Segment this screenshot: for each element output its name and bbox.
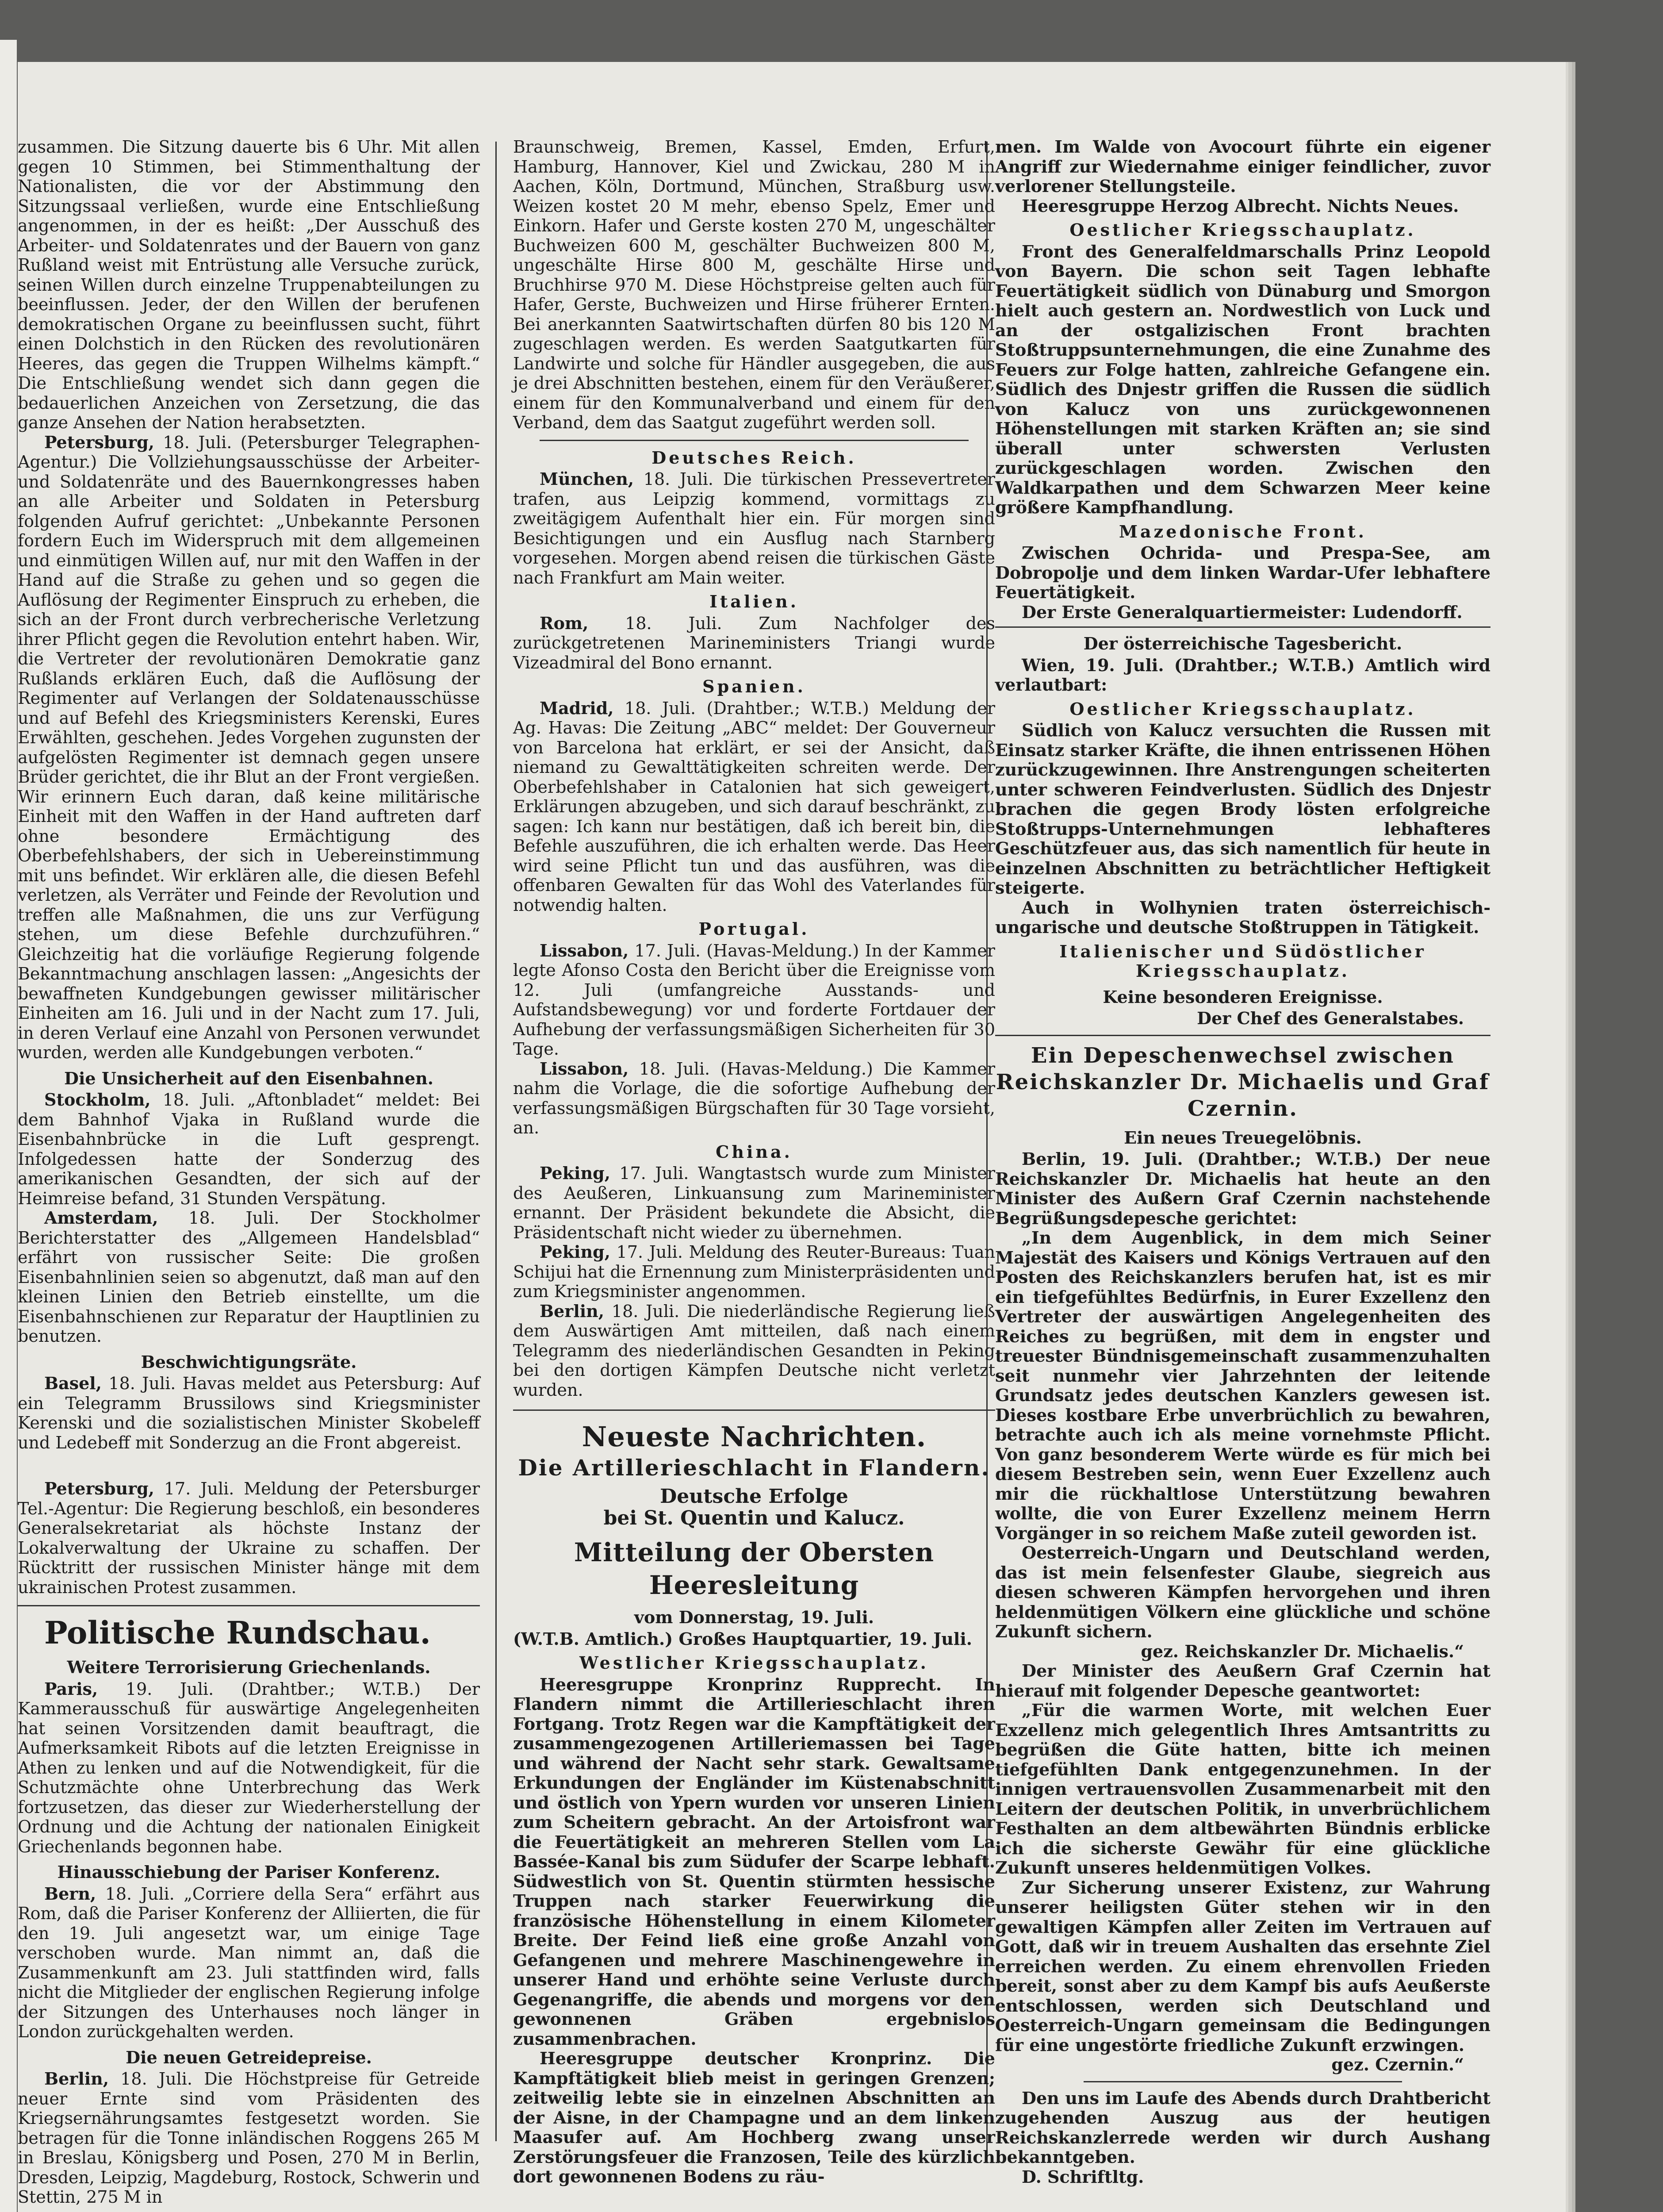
paragraph: Oesterreich-Ungarn und Deutschland werden, das ist mein felsenfester Glaube, siegreich aus diesen schweren Kämpfen hervorgehen und ihren heldenmütigen Völkern eine glückliche und schöne Zukunft sichern. bbox=[995, 1543, 1491, 1641]
divider bbox=[995, 626, 1491, 628]
headline-artillerie: Die Artillerieschlacht in Flandern. bbox=[518, 1455, 990, 1481]
column-rule bbox=[495, 142, 497, 2141]
paragraph bbox=[18, 433, 480, 1063]
dateline: Heeresgruppe deutscher Kronprinz. bbox=[540, 2048, 932, 2068]
notice: Keine besonderen Ereignisse. bbox=[1103, 987, 1383, 1007]
section-heading: Portugal. bbox=[698, 919, 810, 939]
section-heading: Oestlicher Kriegsschauplatz. bbox=[1069, 699, 1416, 719]
dateline: Wien, bbox=[1022, 655, 1076, 675]
section-heading: Spanien. bbox=[702, 676, 806, 696]
paragraph: zusammen. Die Sitzung dauerte bis 6 Uhr. Mit allen gegen 10 Stimmen, bei Stimmenthaltung der Nationalisten, die vor der Abstimmung den Sitzungssaal verließen, wurde eine Entschließung angenommen, in der es heißt: „Der Ausschuß des Arbeiter- und Soldatenrates und der Bauern von ganz Rußland weist mit Entrüstung alle Versuche zurück, seinen Willen durch einzelne Truppenabteilungen zu beeinflussen. Jeder, der den Willen der berufenen demokratischen Organe zu beeinflussen sucht, führt einen Dolchstich in den Rücken des revolutionären Heeres, das gegen die Truppen Wilhelms kämpft.“ Die Entschließung wendet sich dann gegen die bedauerlichen Anzeichen von Zersetzung, die das ganze Ansehen der Nation herabsetzten. bbox=[18, 137, 480, 432]
paragraph-body: 18. Juli. Havas meldet aus Petersburg: Auf ein Telegramm Brussilows sind Kriegsminister Kerenski und die sozialistischen Minister Skobeleff und Ledebeff mit Sonderzug an die Front abgereist. bbox=[18, 1374, 480, 1452]
dateline: Berlin, bbox=[540, 1301, 605, 1321]
divider bbox=[540, 440, 969, 441]
paragraph bbox=[18, 1679, 480, 1857]
newspaper-page bbox=[18, 62, 1566, 2212]
paragraph-body: 18. Juli. (Petersburger Telegraphen-Agentur.) Die Vollziehungsausschüsse der Arbeiter- und Soldatenräte und des Bauernkongresses haben an alle Arbeiter und Soldaten in Petersburg folgenden Aufruf gerichtet: „Unbekannte Personen fordern Euch im Widerspruch mit dem allgemeinen und einmütigen Willen auf, nur mit den Waffen in der Hand auf die Straße zu gehen und so gegen die Auflösung der Regimenter Einspruch zu erheben, die sich an der Front durch verbrecherische Verletzung ihrer Pflicht gegen die Revolution entehrt haben. Wir, die Vertreter der revolutionären Demokratie ganz Rußlands erklären Euch, daß die Auflösung der Regimenter auf Verlangen der Soldatenausschüsse und auf Befehl des Kriegsministers Kerenski, Eures Erwählten, geschehen. Jedes Vorgehen zugunsten der aufgelösten Regimenter ist demnach gegen unsere Brüder gerichtet, die ihr Blut an der Front vergießen. Wir erinnern Euch daran, daß keine militärische Einheit mit den Waffen in der Hand auftreten darf ohne besondere Ermächtigung des Oberbefehlshabers, der sich in Uebereinstimmung mit uns befindet. Wir erklären alle, die diesen Befehl verletzen, als Verräter und Feinde der Revolution und treffen alle Maßnahmen, die uns zur Verfügung stehen, um diese Befehle durchzuführen.“ Gleichzeitig hat die vorläufige Regierung folgende Bekanntmachung anschlagen lassen: „Angesichts der bewaffneten Kundgebungen gewisser militärischer Einheiten am 16. Juli und in der Nacht zum 17. Juli, in deren Verlauf eine Anzahl von Personen verwundet wurden, werden alle Kundgebungen verboten.“ bbox=[18, 432, 480, 1062]
dateline: Heeresgruppe Kronprinz Rupprecht. bbox=[540, 1674, 942, 1694]
headline-mitteilung: Mitteilung der Obersten Heeresleitung bbox=[574, 1537, 935, 1600]
signature: gez. Czernin.“ bbox=[1331, 2055, 1464, 2074]
paragraph bbox=[513, 469, 995, 588]
divider bbox=[18, 1605, 480, 1606]
paragraph bbox=[513, 2049, 995, 2187]
paragraph-body: 19. Juli. (Drahtber.; W.T.B.) Der Kammerausschuß für auswärtige Angelegenheiten hat seinen Vorsitzenden damit beauftragt, die Aufmerksamkeit Ribots auf die letzten Ereignisse in Athen zu lenken und auf die Notwendigkeit, für die Schutzmächte ohne Unterbrechung das Werk fortzusetzen, das dieser zur Wiederherstellung der Ordnung und die Achtung der nationalen Einigkeit Griechenlands begonnen habe. bbox=[18, 1679, 480, 1856]
paragraph: Südlich von Kalucz versuchten die Russen mit Einsatz starker Kräfte, die ihnen entrissenen Höhen zurückzugewinnen. Ihre Anstrengungen scheiterten unter schweren Feindverlusten. Südlich des Dnjestr brachen die gegen Brody lösten erfolgreiche Stoßtrupps-Unternehmungen lebhafteres Geschützfeuer aus, das sich namentlich für heute in einzelnen Abschnitten zu beträchtlicher Heftigkeit steigerte. bbox=[995, 720, 1491, 898]
paragraph-body: 18. Juli. Der Stockholmer Berichterstatter des „Allgemeen Handelsblad“ erfährt von russischer Seite: Die großen Eisenbahnlinien seien so abgenutzt, daß man auf den kleinen Linien den Betrieb einstellte, um die Eisenbahnschienen zur Reparatur der Hauptlinien zu benutzen. bbox=[18, 1208, 480, 1346]
paragraph bbox=[18, 1374, 480, 1452]
paragraph: Heeresgruppe Herzog Albrecht. Nichts Neues. bbox=[1022, 196, 1459, 216]
paragraph bbox=[513, 614, 995, 673]
section-heading: Italien. bbox=[709, 591, 799, 611]
paragraph: Zwischen Ochrida- und Prespa-See, am Dobropolje und dem linken Wardar-Ufer lebhaftere Feuertätigkeit. bbox=[995, 543, 1491, 602]
subheadline: bei St. Quentin und Kalucz. bbox=[603, 1506, 905, 1529]
paragraph-body: In Flandern nimmt die Artillerieschlacht ihren Fortgang. Trotz Regen war die Kampftätigkeit der zusammengezogenen Artilleriemassen bei Tage und während der Nacht sehr stark. Gewaltsame Erkundungen der Engländer im Küstenabschnitt und östlich von Ypern wurden vor unseren Linien zum Scheitern gebracht. An der Artoisfront war die Feuertätigkeit an mehreren Stellen vom La Bassée-Kanal bis zum Südufer der Scarpe lebhaft. Südwestlich von St. Quentin stürmten hessische Truppen nach starker Feuerwirkung die französische Höhenstellung in einem Kilometer Breite. Der Feind ließ eine große Anzahl von Gefangenen und mehrere Maschinengewehre in unserer Hand und erhöhte seine Verluste durch Gegenangriffe, die abends und morgens vor den gewonnenen Gräben ergebnislos zusammenbrachen. bbox=[513, 1674, 995, 2049]
paragraph-body: 18. Juli. Zum Nachfolger des zurückgetretenen Marineministers Triangi wurde Vizeadmiral del Bono ernannt. bbox=[513, 613, 995, 672]
subheadline: vom Donnerstag, 19. Juli. bbox=[634, 1607, 874, 1627]
paragraph-body: 18. Juli. „Corriere della Sera“ erfährt aus Rom, daß die Pariser Konferenz der Alliierten, die für den 19. Juli angesetzt war, um einige Tage verschoben wurde. Man nimmt an, daß die Zusammenkunft am 23. Juli stattfinden wird, falls nicht die Mitglieder der englischen Regierung infolge der Sitzungen des Unterhauses noch länger in London zurückgehalten werden. bbox=[18, 1884, 480, 2041]
section-heading: Italienischer und Südöstlicher Kriegsschauplatz. bbox=[1059, 941, 1426, 981]
paragraph-body: 17. Juli. Meldung des Reuter-Bureaus: Tuan Schijui hat die Ernennung zum Ministerpräsidenten und zum Kriegsminister angenommen. bbox=[513, 1242, 995, 1301]
previous-page-edge bbox=[0, 40, 17, 2212]
section-heading: Die Unsicherheit auf den Eisenbahnen. bbox=[64, 1068, 433, 1088]
dateline: Petersburg, bbox=[44, 432, 154, 452]
dateline: Lissabon, bbox=[540, 1058, 629, 1079]
section-heading: Beschwichtigungsräte. bbox=[141, 1352, 357, 1372]
paragraph: „In dem Augenblick, in dem mich Seiner Majestät des Kaisers und Königs Vertrauen auf den Posten des Reichskanzlers berufen hat, ist es mir ein tiefgefühltes Bedürfnis, in Eurer Exzellenz den Vertreter der auswärtigen Angelegenheiten des Reiches zu begrüßen, mit dem in engster und treuester Bündnisgemeinschaft zusammenzuhalten seit nunmehr vier Jahrzehnten der leitende Grundsatz jedes deutschen Kanzlers gewesen ist. Dieses kostbare Erbe unverbrüchlich zu bewahren, betrachte auch ich als meine vornehmste Pflicht. Von ganz besonderem Werte würde es für mich bei diesem Bestreben sein, wenn Euer Exzellenz auch mir die rückhaltlose Unterstützung bewahren wollte, die von Eurer Exzellenz meinem Herrn Vorgänger in so reichem Maße zuteil geworden ist. bbox=[995, 1228, 1491, 1543]
paragraph bbox=[513, 699, 995, 915]
paragraph: Front des Generalfeldmarschalls Prinz Leopold von Bayern. Die schon seit Tagen lebhafte Feuertätigkeit südlich von Dünaburg und Smorgon hielt auch gestern an. Nordwestlich von Luck und an der ostgalizischen Front brachten Stoßtruppsunternehmungen, die eine Zunahme des Feuers zur Folge hatten, zahlreiche Gefangene ein. Südlich des Dnjestr griffen die Russen die südlich von Kalucz von uns zurückgewonnenen Höhenstellungen mit starken Kräften an; sie sind überall unter schwersten Verlusten zurückgeschlagen worden. Zwischen den Waldkarpathen und dem Schwarzen Meer keine größere Kampfhandlung. bbox=[995, 241, 1491, 517]
paragraph bbox=[18, 2069, 480, 2207]
dateline: Madrid, bbox=[540, 698, 614, 718]
headline-neueste: Neueste Nachrichten. bbox=[582, 1421, 927, 1453]
dateline: Petersburg, bbox=[44, 1479, 154, 1498]
column-2 bbox=[513, 137, 995, 2212]
signature: D. Schriftltg. bbox=[1022, 2166, 1144, 2187]
paragraph bbox=[18, 1479, 480, 1597]
paragraph: Den uns im Laufe des Abends durch Drahtbericht zugehenden Auszug aus der heutigen Reichskanzlerrede werden wir durch Aushang bekanntgeben. bbox=[995, 2088, 1491, 2167]
section-heading: Mazedonische Front. bbox=[1119, 521, 1367, 541]
paragraph-body: 18. Juli. Die niederländische Regierung ließ dem Auswärtigen Amt mitteilen, daß nach einem Telegramm des niederländischen Gesandten in Peking bei den dortigen Kämpfen Deutsche nicht verletzt wurden. bbox=[513, 1301, 995, 1400]
divider bbox=[995, 1035, 1491, 1036]
paragraph-body: 18. Juli. „Aftonbladet“ meldet: Bei dem Bahnhof Vjaka in Rußland wurde die Eisenbahnbrücke in die Luft gesprengt. Infolgedessen hatte der Sonderzug des amerikanischen Gesandten, der sich auf der Heimreise befand, 31 Stunden Verspätung. bbox=[18, 1090, 480, 1208]
paragraph: Braunschweig, Bremen, Kassel, Emden, Erfurt, Hamburg, Hannover, Kiel und Zwickau, 280 M in Aachen, Köln, Dortmund, München, Straßburg usw. Weizen kostet 20 M mehr, ebenso Spelz, Emer und Einkorn. Hafer und Gerste kosten 270 M, ungeschälter Buchweizen 600 M, geschälter Buchweizen 800 M, ungeschälte Hirse 800 M, geschälte Hirse und Bruchhirse 970 M. Diese Höchstpreise gelten auch für Hafer, Gerste, Buchweizen und Hirse früherer Ernten. Bei anerkannten Saatwirtschaften dürfen 80 bis 120 M zugeschlagen werden. Es werden Saatgutkarten für Landwirte und solche für Händler ausgegeben, die aus je drei Abschnitten bestehen, einem für den Veräußerer, einem für den Kommunalverband und einem für den Verband, dem das Saatgut zugeführt werden soll. bbox=[513, 137, 995, 432]
section-heading: Weitere Terrorisierung Griechenlands. bbox=[67, 1657, 431, 1677]
paragraph bbox=[995, 1149, 1491, 1228]
subheadline: Deutsche Erfolge bbox=[660, 1485, 848, 1508]
paragraph bbox=[513, 1675, 995, 2049]
dateline: Paris, bbox=[44, 1678, 98, 1699]
paragraph bbox=[513, 941, 995, 1059]
dateline: Bern, bbox=[44, 1883, 96, 1904]
paragraph-body: 17. Juli. Meldung der Petersburger Tel.-Agentur: Die Regierung beschloß, ein besonderes Generalsekretariat als höchste Instanz der Lokalverwaltung der Ukraine zu schaffen. Der Rücktritt der russischen Minister hänge mit dem ukrainischen Protest zusammen. bbox=[18, 1479, 480, 1597]
dateline: Amsterdam, bbox=[44, 1208, 158, 1228]
paragraph bbox=[18, 1208, 480, 1346]
paragraph: men. Im Walde von Avocourt führte ein eigener Angriff zur Wiedernahme einiger feindlicher, zuvor verlorener Stellungsteile. bbox=[995, 137, 1491, 196]
signature: Der Chef des Generalstabes. bbox=[1197, 1008, 1464, 1028]
column-3 bbox=[995, 137, 1491, 2212]
section-heading: Oestlicher Kriegsschauplatz. bbox=[1069, 220, 1416, 240]
section-heading: China. bbox=[716, 1141, 793, 1162]
paragraph: „Für die warmen Worte, mit welchen Euer Exzellenz mich gelegentlich Ihres Amtsantritts zu begrüßen die Güte hatten, bitte ich meinen tiefgefühlten Dank entgegenzunehmen. In der innigen vertrauensvollen Zusammenarbeit mit den Leitern der deutschen Politik, in unverbrüchlichem Festhalten an dem altbewährten Bündnis erblicke ich die sicherste Gewähr für eine glückliche Zukunft unseres heldenmütigen Volkes. bbox=[995, 1700, 1491, 1878]
dateline: Rom, bbox=[540, 613, 589, 633]
dateline: Berlin, bbox=[1022, 1149, 1087, 1169]
signature: Der Erste Generalquartiermeister: Ludendorff. bbox=[1022, 602, 1463, 622]
paragraph-body: Die Kampftätigkeit blieb meist in geringen Grenzen; zeitweilig lebte sie in einzelnen Abschnitten an der Aisne, in der Champagne und an dem linken Maasufer auf. Am Hochberg zwang unser Zerstörungsfeuer die Franzosen, Teile des kürzlich dort gewonnenen Bodens zu räu- bbox=[513, 2048, 995, 2186]
paragraph bbox=[18, 1090, 480, 1208]
dateline: Stockholm, bbox=[44, 1090, 151, 1110]
paragraph-body: 18. Juli. (Drahtber.; W.T.B.) Meldung der Ag. Havas: Die Zeitung „ABC“ meldet: Der Gouverneur von Barcelona hat erklärt, er sei der Ansicht, daß niemand zu Gewalttätigkeiten schreiten werde. Der Oberbefehlshaber in Catalonien hat sich geweigert, Erklärungen abzugeben, und sich darauf beschränkt, zu sagen: Ich kann nur bestätigen, daß ich bereit bin, die Befehle auszuführen, die ich erhalten werde. Das Heer wird seine Pflicht tun und das ausführen, was die offenbaren Gewalten für das Wohl des Vaterlandes für notwendig halten. bbox=[513, 698, 995, 915]
divider bbox=[1084, 2081, 1402, 2082]
paragraph-body: 19. Juli. (Drahtber.; W.T.B.) Der neue Reichskanzler Dr. Michaelis hat heute an den Minister des Außern Graf Czernin nachstehende Begrüßungsdepesche gerichtet: bbox=[995, 1149, 1491, 1228]
dateline: Berlin, bbox=[44, 2069, 109, 2089]
dateline: München, bbox=[540, 469, 634, 489]
paragraph: Zur Sicherung unserer Existenz, zur Wahrung unserer heiligsten Güter stehen wir in den gewaltigen Kämpfen aller Zeiten im Vertrauen auf Gott, daß wir in treuem Aushalten das ersehnte Ziel erreichen werden. Zu einem ehrenvollen Frieden bereit, sonst aber zu dem Kampf bis aufs Aeußerste entschlossen, werden sich Deutschland und Oesterreich-Ungarn gemeinsam die Bedingungen für eine ungestörte friedliche Zukunft erzwingen. bbox=[995, 1877, 1491, 2055]
section-heading: Die neuen Getreidepreise. bbox=[126, 2047, 372, 2067]
paragraph: Auch in Wolhynien traten österreichisch-ungarische und deutsche Stoßtruppen in Tätigkeit. bbox=[995, 897, 1491, 937]
paragraph-body: 17. Juli. (Havas-Meldung.) In der Kammer legte Afonso Costa den Bericht über die Ereignisse vom 12. Juli (umfangreiche Ausstands- und Aufstandsbewegung) vor und forderte Fortdauer der Aufhebung der verfassungsmäßigen Sicherheiten für 30 Tage. bbox=[513, 941, 995, 1059]
paragraph bbox=[513, 1302, 995, 1400]
rubric-title: Politische Rundschau. bbox=[44, 1614, 431, 1651]
subheadline: Ein neues Treuegelöbnis. bbox=[1124, 1127, 1362, 1148]
section-heading: Deutsches Reich. bbox=[651, 447, 857, 468]
column-1 bbox=[18, 137, 480, 2207]
dateline: Peking, bbox=[540, 1163, 610, 1183]
paragraph: Der Minister des Aeußern Graf Czernin hat hierauf mit folgender Depesche geantwortet: bbox=[995, 1661, 1491, 1701]
signature: gez. Reichskanzler Dr. Michaelis.“ bbox=[1141, 1641, 1464, 1661]
section-heading: Der österreichische Tagesbericht. bbox=[1083, 634, 1402, 653]
paragraph-body: 18. Juli. (Havas-Meldung.) Die Kammer nahm die Vorlage, die die sofortige Aufhebung der verfassungsmäßigen Bürgschaften für 30 Tage vorsieht, an. bbox=[513, 1059, 995, 1137]
headline-depeschen: Ein Depeschenwechsel zwischen Reichskanzler Dr. Michaelis und Graf Czernin. bbox=[996, 1043, 1490, 1121]
dateline: Lissabon, bbox=[540, 940, 629, 960]
paragraph bbox=[513, 1059, 995, 1138]
section-heading: Westlicher Kriegsschauplatz. bbox=[579, 1653, 929, 1673]
paragraph bbox=[513, 1164, 995, 1242]
paragraph-body: 18. Juli. Die Höchstpreise für Getreide neuer Ernte sind vom Präsidenten des Kriegsernährungsamtes festgesetzt worden. Sie betragen für die Tonne inländischen Roggens 265 M in Breslau, Königsberg und Posen, 270 M in Berlin, Dresden, Leipzig, Magdeburg, Rostock, Schwerin und Stettin, 275 M in bbox=[18, 2069, 480, 2207]
paragraph-body: 19. Juli. (Drahtber.; W.T.B.) Amtlich wird verlautbart: bbox=[995, 655, 1491, 695]
divider bbox=[513, 1409, 995, 1411]
section-heading: Hinausschiebung der Pariser Konferenz. bbox=[57, 1862, 441, 1882]
paragraph-body: 17. Juli. Wangtastsch wurde zum Minister des Aeußeren, Linkuansung zum Marineminister ernannt. Der Präsident bekundete die Absicht, die Präsidentschaft nicht wieder zu übernehmen. bbox=[513, 1164, 995, 1242]
paragraph bbox=[995, 656, 1491, 695]
paragraph bbox=[513, 1242, 995, 1302]
dateline: Peking, bbox=[540, 1242, 610, 1262]
paragraph-body: 18. Juli. Die türkischen Pressevertreter trafen, aus Leipzig kommend, vormittags zu zweitägigem Aufenthalt hier ein. Für morgen sind Besichtigungen und ein Ausflug nach Starnberg vorgesehen. Morgen abend reisen die türkischen Gäste nach Frankfurt am Main weiter. bbox=[513, 469, 995, 588]
dateline: Basel, bbox=[44, 1373, 102, 1393]
paragraph: (W.T.B. Amtlich.) Großes Hauptquartier, 19. Juli. bbox=[513, 1628, 973, 1649]
paragraph bbox=[18, 1884, 480, 2042]
